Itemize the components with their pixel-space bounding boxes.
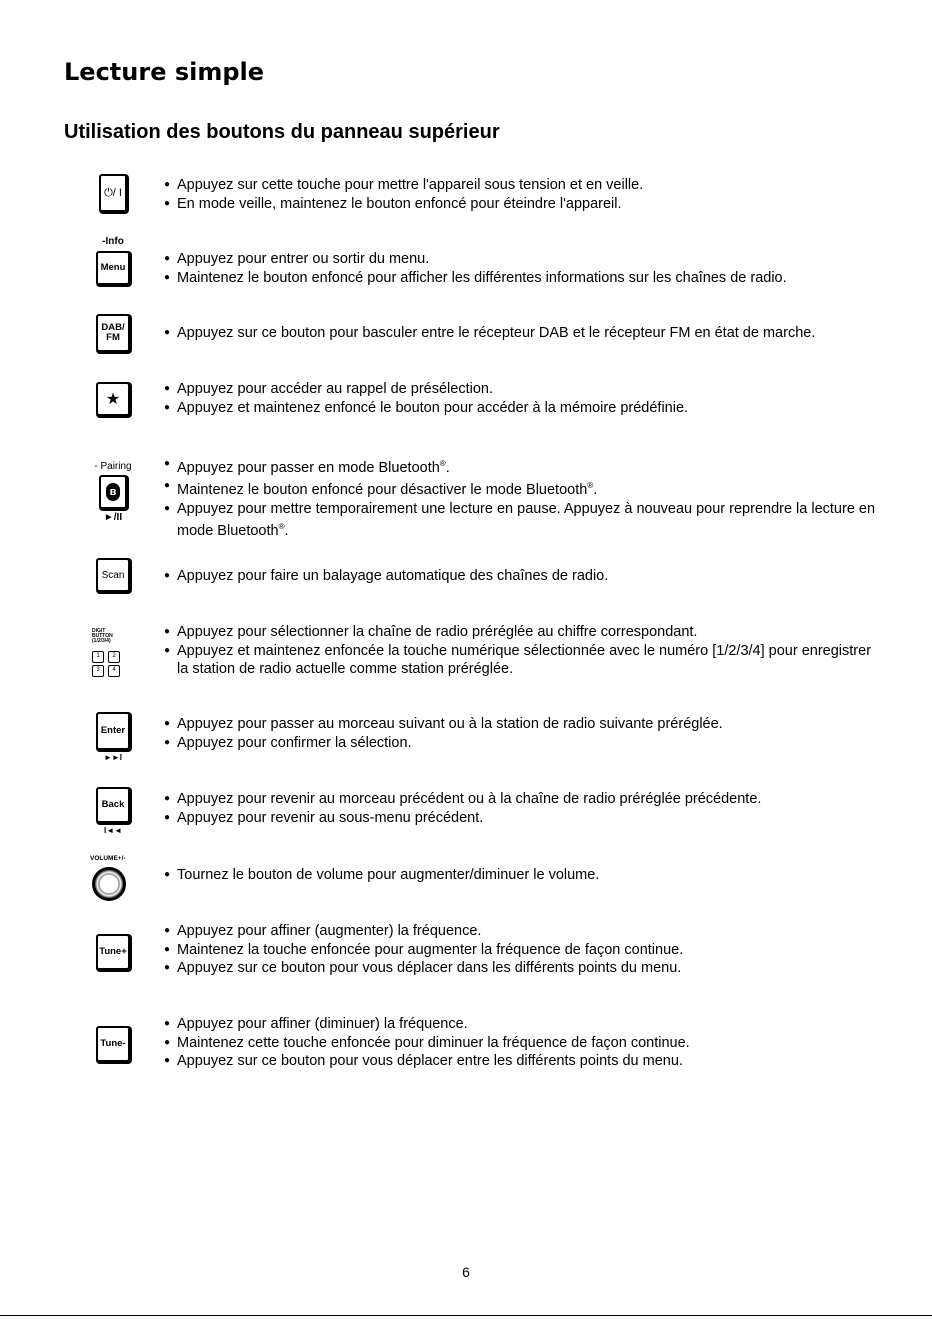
bullet: ● Appuyez pour revenir au sous-menu précédent.	[164, 809, 884, 828]
power-button-illustration	[78, 174, 148, 212]
bluetooth-symbol-wrap	[101, 477, 125, 507]
tune-minus-bullets	[164, 1015, 884, 1071]
footer-divider	[0, 1315, 932, 1316]
volume-knob-icon	[92, 867, 126, 901]
volume-bullets	[164, 866, 884, 885]
bullet: ● Appuyez pour affiner (augmenter) la fréquence.	[164, 922, 884, 941]
star-preset-icon	[96, 382, 130, 416]
volume-top-label: VOLUME+/-	[90, 855, 126, 862]
dab-fm-button-label: DAB/ FM	[101, 322, 125, 343]
digit-3: 3	[92, 665, 104, 677]
bullet: ● Appuyez pour passer en mode Bluetooth®.	[164, 455, 884, 477]
power-bullets	[164, 176, 884, 213]
bullet: ● Appuyez pour accéder au rappel de présélection.	[164, 380, 884, 399]
preset-button-illustration	[78, 382, 148, 416]
digit-buttons-illustration	[92, 629, 132, 677]
tune-plus-button-illustration	[78, 934, 148, 970]
bullet: ● Appuyez pour mettre temporairement une lecture en pause. Appuyez à nouveau pour reprendre la lecture en mode Bluetooth®.	[164, 500, 884, 541]
bullet: ● En mode veille, maintenez le bouton enfoncé pour éteindre l'appareil.	[164, 195, 884, 214]
bullet: ● Appuyez pour revenir au morceau précédent ou à la chaîne de radio préréglée précédente.	[164, 790, 884, 809]
scan-button-label: Scan	[101, 569, 125, 581]
dab-fm-bullets	[164, 324, 884, 343]
registered-mark: ®	[439, 459, 446, 468]
tune-plus-icon	[96, 934, 130, 970]
bullet: ● Appuyez pour affiner (diminuer) la fréquence.	[164, 1015, 884, 1034]
power-button-label: ⏻/ I	[104, 186, 122, 199]
digit-bullets	[164, 623, 884, 679]
volume-knob-illustration	[90, 855, 140, 906]
dab-fm-button-illustration	[78, 314, 148, 352]
bluetooth-button-illustration	[78, 461, 148, 523]
page-title: Lecture simple	[64, 58, 265, 86]
bullet: ● Appuyez sur cette touche pour mettre l'appareil sous tension et en veille.	[164, 176, 884, 195]
bullet: ● Appuyez sur ce bouton pour vous déplacer dans les différents points du menu.	[164, 959, 884, 978]
tune-minus-button-illustration	[78, 1026, 148, 1062]
bluetooth-icon	[99, 475, 127, 509]
enter-button-label: Enter	[100, 725, 126, 736]
tune-plus-button-label: Tune+	[99, 946, 127, 957]
tune-minus-button-label: Tune-	[100, 1038, 126, 1049]
scan-bullets	[164, 567, 884, 586]
tune-minus-icon	[96, 1026, 130, 1062]
bullet: ● Maintenez cette touche enfoncée pour diminuer la fréquence de façon continue.	[164, 1034, 884, 1053]
bluetooth-bullets	[164, 455, 884, 541]
bluetooth-top-label: - Pairing	[94, 461, 132, 472]
scan-button-illustration	[78, 558, 148, 592]
bullet: ● Appuyez et maintenez enfoncée la touche numérique sélectionnée avec le numéro [1/2/3/4] pour enregistrer la station de radio actuelle comme station préréglée.	[164, 642, 884, 679]
registered-mark: ®	[278, 522, 285, 532]
bullet: ● Maintenez le bouton enfoncé pour désactiver le mode Bluetooth®.	[164, 477, 884, 499]
enter-button-illustration	[78, 712, 148, 763]
tune-plus-bullets	[164, 922, 884, 978]
bullet: ● Appuyez et maintenez enfoncé le bouton pour accéder à la mémoire prédéfinie.	[164, 399, 884, 418]
bullet: ● Appuyez sur ce bouton pour basculer entre le récepteur DAB et le récepteur FM en état de marche.	[164, 324, 884, 343]
bullet: ● Tournez le bouton de volume pour augmenter/diminuer le volume.	[164, 866, 884, 885]
dab-fm-icon	[96, 314, 130, 352]
page-number: 6	[462, 1264, 470, 1280]
bullet: ● Appuyez pour confirmer la sélection.	[164, 734, 884, 753]
back-button-label: Back	[101, 799, 125, 810]
bullet: ● Appuyez pour entrer ou sortir du menu.	[164, 250, 884, 269]
menu-icon	[96, 251, 130, 285]
digit-2: 2	[108, 651, 120, 663]
back-bullets	[164, 790, 884, 827]
bullet: ● Appuyez pour sélectionner la chaîne de radio préréglée au chiffre correspondant.	[164, 623, 884, 642]
digit-top-label: DIGIT BUTTON (1/2/3/4)	[92, 628, 113, 644]
digit-1: 1	[92, 651, 104, 663]
back-button-illustration	[78, 787, 148, 836]
digit-buttons-icon	[92, 651, 120, 677]
digit-4: 4	[108, 665, 120, 677]
bluetooth-bottom-label: ►/II	[103, 512, 123, 523]
bullet: ● Appuyez pour faire un balayage automatique des chaînes de radio.	[164, 567, 884, 586]
bullet: ● Appuyez pour passer au morceau suivant ou à la station de radio suivante préréglée.	[164, 715, 884, 734]
preset-button-label: ★	[105, 391, 121, 408]
power-standby-icon	[99, 174, 127, 212]
enter-bottom-label: ►►I	[103, 753, 123, 762]
menu-top-label: -Info	[102, 236, 124, 247]
bullet: ● Appuyez sur ce bouton pour vous déplacer entre les différents points du menu.	[164, 1052, 884, 1071]
menu-button-illustration	[78, 236, 148, 285]
registered-mark: ®	[587, 481, 594, 491]
back-bottom-label: I◄◄	[103, 826, 123, 835]
bullet: ● Maintenez le bouton enfoncé pour afficher les différentes informations sur les chaînes de radio.	[164, 269, 884, 288]
bluetooth-button-label: ʙ	[106, 483, 120, 501]
enter-bullets	[164, 715, 884, 752]
scan-icon	[96, 558, 130, 592]
menu-bullets	[164, 250, 884, 287]
preset-bullets	[164, 380, 884, 417]
menu-button-label: Menu	[100, 262, 126, 273]
enter-next-icon	[96, 712, 130, 750]
section-title: Utilisation des boutons du panneau supérieur	[64, 121, 500, 143]
bullet: ● Maintenez la touche enfoncée pour augmenter la fréquence de façon continue.	[164, 941, 884, 960]
back-previous-icon	[96, 787, 130, 823]
